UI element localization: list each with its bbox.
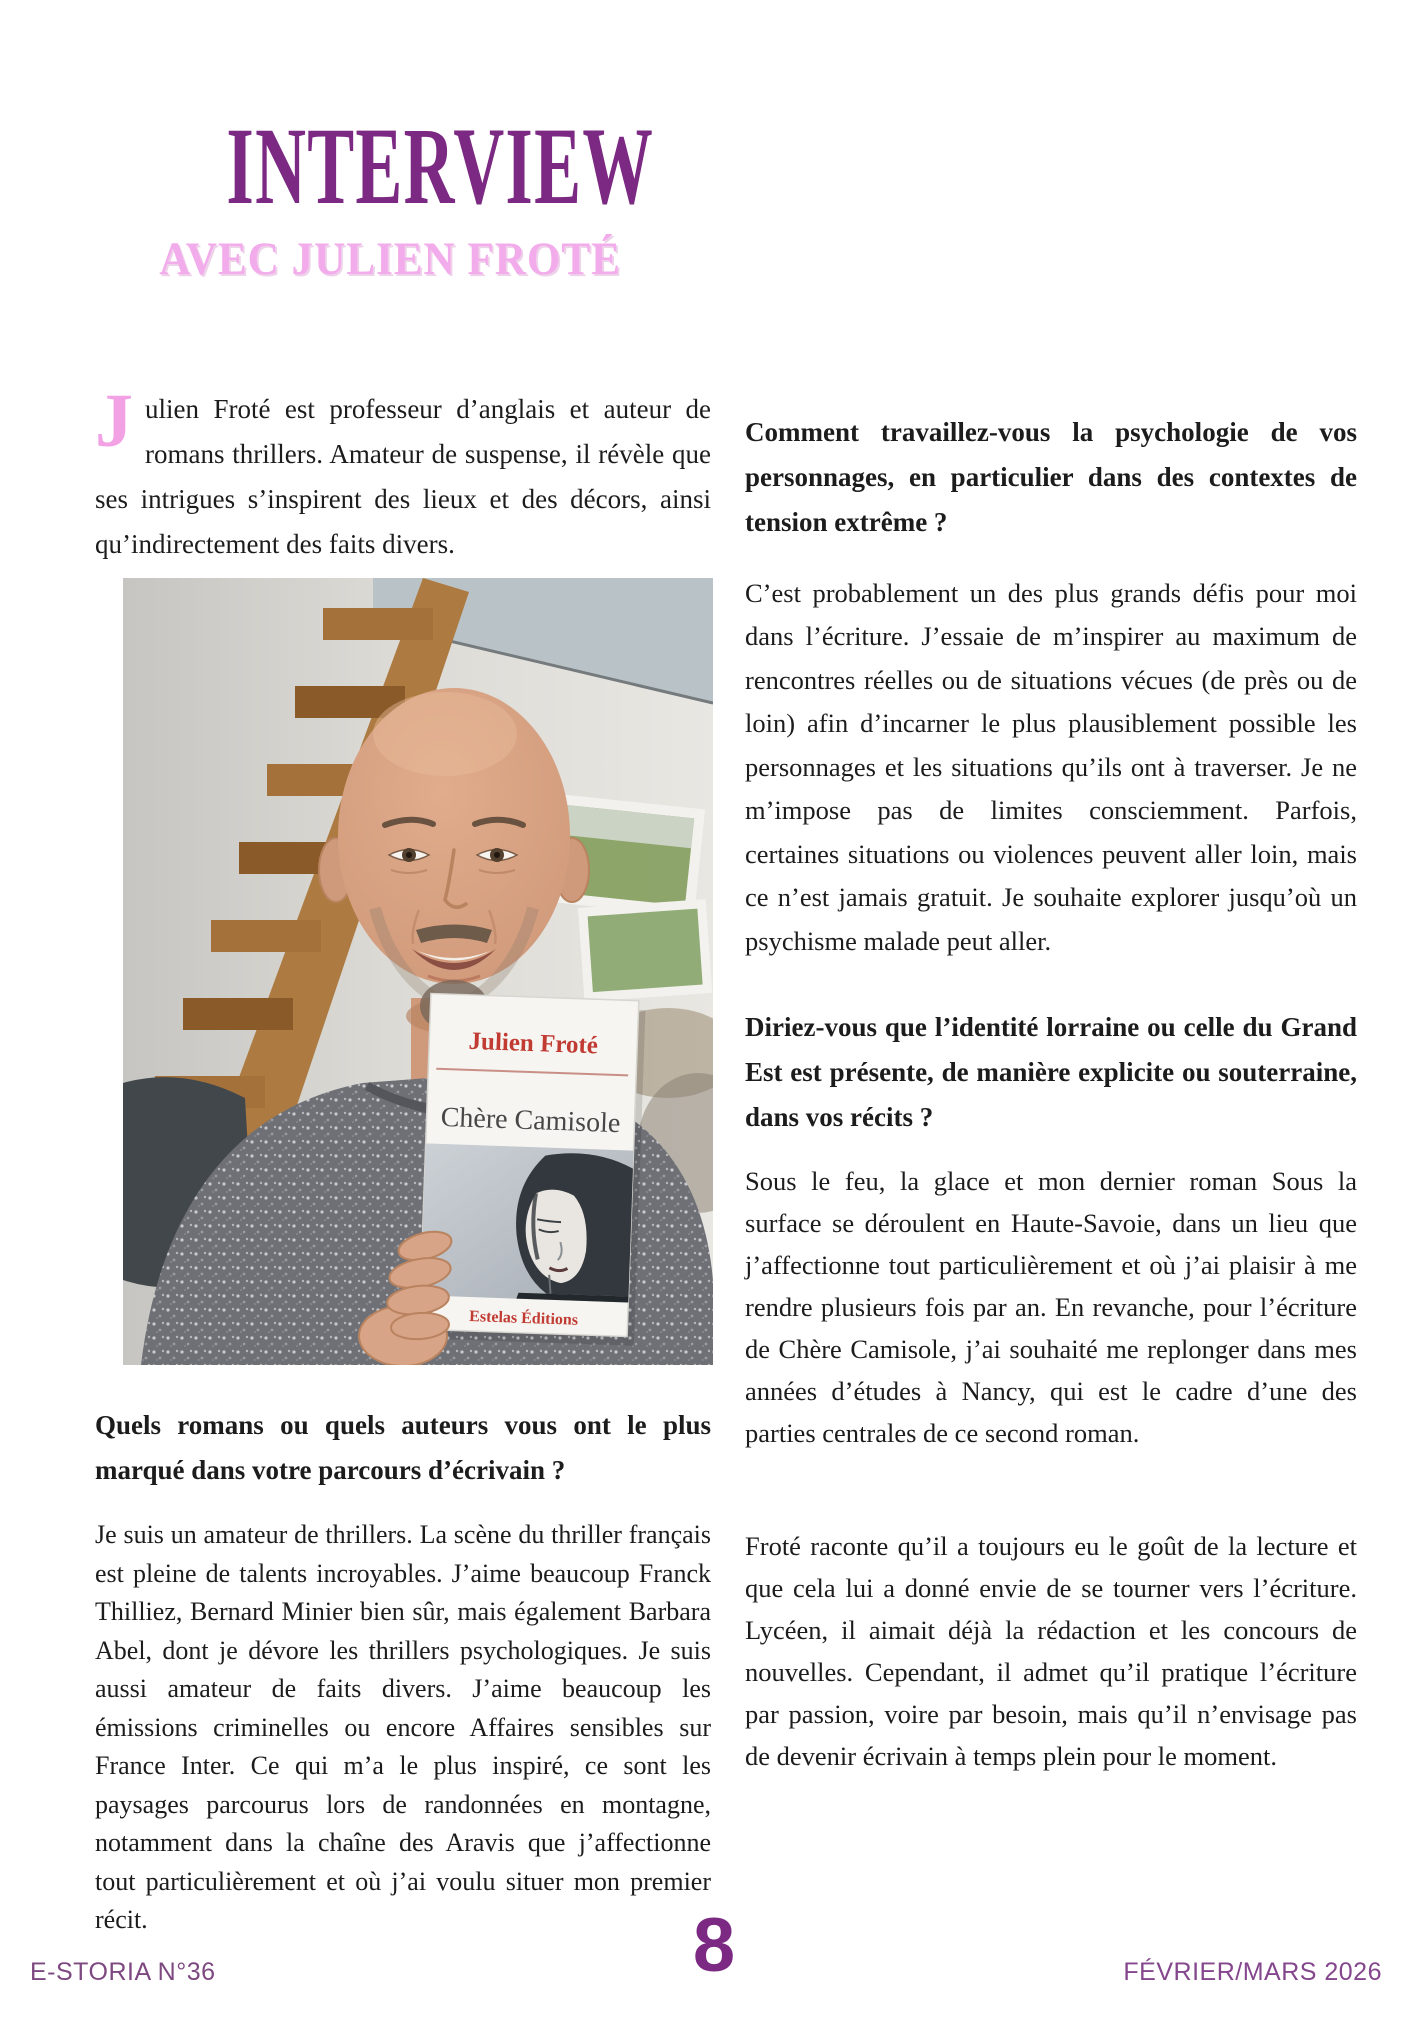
answer-authors: Je suis un amateur de thrillers. La scène du thriller français est pleine de talents incroyables. J’aime beaucoup Franck Thilliez, Bernard Minier bien sûr, mais également Barbara Abel, dont je dévore les thrillers psychologiques. Je suis aussi amateur de faits divers. J’aime beaucoup les émissions criminelles ou encore Affaires sensibles sur France Inter. Ce qui m’a le plus inspiré, ce sont les paysages parcourus lors de randonnées en montagne, notamment dans la chaîne des Aravis que j’affectionne tout particulièrement et où j’ai voulu situer mon premier récit. xyxy=(95,1520,711,1934)
footer-issue: E-STORIA N°36 xyxy=(30,1958,216,1986)
book-title-text: Chère Camisole xyxy=(440,1101,621,1140)
author-photo xyxy=(123,578,713,1365)
book-publisher-text: Estelas Éditions xyxy=(468,1308,579,1329)
page-subtitle: AVEC JULIEN FROTÉ xyxy=(159,233,621,285)
intro-text: ulien Froté est professeur d’anglais et auteur de romans thrillers. Amateur de suspense, il révèle que ses intrigues s’inspirent des lieux et des décors, ainsi qu’indirectement des faits divers. xyxy=(95,394,711,559)
book-cover xyxy=(419,993,646,1345)
closing-paragraph: Froté raconte qu’il a toujours eu le goût de la lecture et que cela lui a donné envie de se tourner vers l’écriture. Lycéen, il aimait déjà la rédaction et les concours de nouvelles. Cependant, il admet qu’il pratique l’écriture par passion, voire par besoin, mais qu’il n’envisage pas de devenir écrivain à temps plein pour le moment. xyxy=(745,1530,1357,1771)
author-photo-illustration xyxy=(123,578,713,1365)
drop-cap: J xyxy=(95,379,133,463)
intro-paragraph xyxy=(95,379,711,567)
page-header xyxy=(140,105,655,285)
question-authors: Quels romans ou quels auteurs vous ont le plus marqué dans votre parcours d’écrivain ? xyxy=(95,1410,711,1485)
footer-date: FÉVRIER/MARS 2026 xyxy=(1123,1958,1382,1986)
book-illustration xyxy=(420,1143,633,1302)
answer-identity: Sous le feu, la glace et mon dernier roman Sous la surface se déroulent en Haute-Savoie, dans un lieu que j’affectionne tout particulièrement et où j’ai plaisir à me rendre plusieurs fois par an. En revanche, pour l’écriture de Chère Camisole, j’ai souhaité me replonger dans mes années d’études à Nancy, qui est le cadre d’une des parties centrales de ce second roman. xyxy=(745,1165,1357,1448)
question-psychology: Comment travaillez-vous la psychologie de vos personnages, en particulier dans des contextes de tension extrême ? xyxy=(745,417,1357,537)
page-title: INTERVIEW xyxy=(226,105,655,227)
footer-page-number: 8 xyxy=(692,1903,736,1988)
book-author-text: Julien Froté xyxy=(468,1027,599,1060)
question-identity: Diriez-vous que l’identité lorraine ou celle du Grand Est est présente, de manière explicite ou souterraine, dans vos récits ? xyxy=(745,1012,1357,1132)
answer-psychology: C’est probablement un des plus grands défis pour moi dans l’écriture. J’essaie de m’inspirer au maximum de rencontres réelles ou de situations vécues (de près ou de loin) afin d’incarner le plus plausiblement possible les personnages et les situations qu’ils ont à traverser. Je ne m’impose pas de limites consciemment. Parfois, certaines situations ou violences peuvent aller loin, mais ce n’est jamais gratuit. Je souhaite explorer jusqu’où un psychisme malade peut aller. xyxy=(745,577,1357,956)
